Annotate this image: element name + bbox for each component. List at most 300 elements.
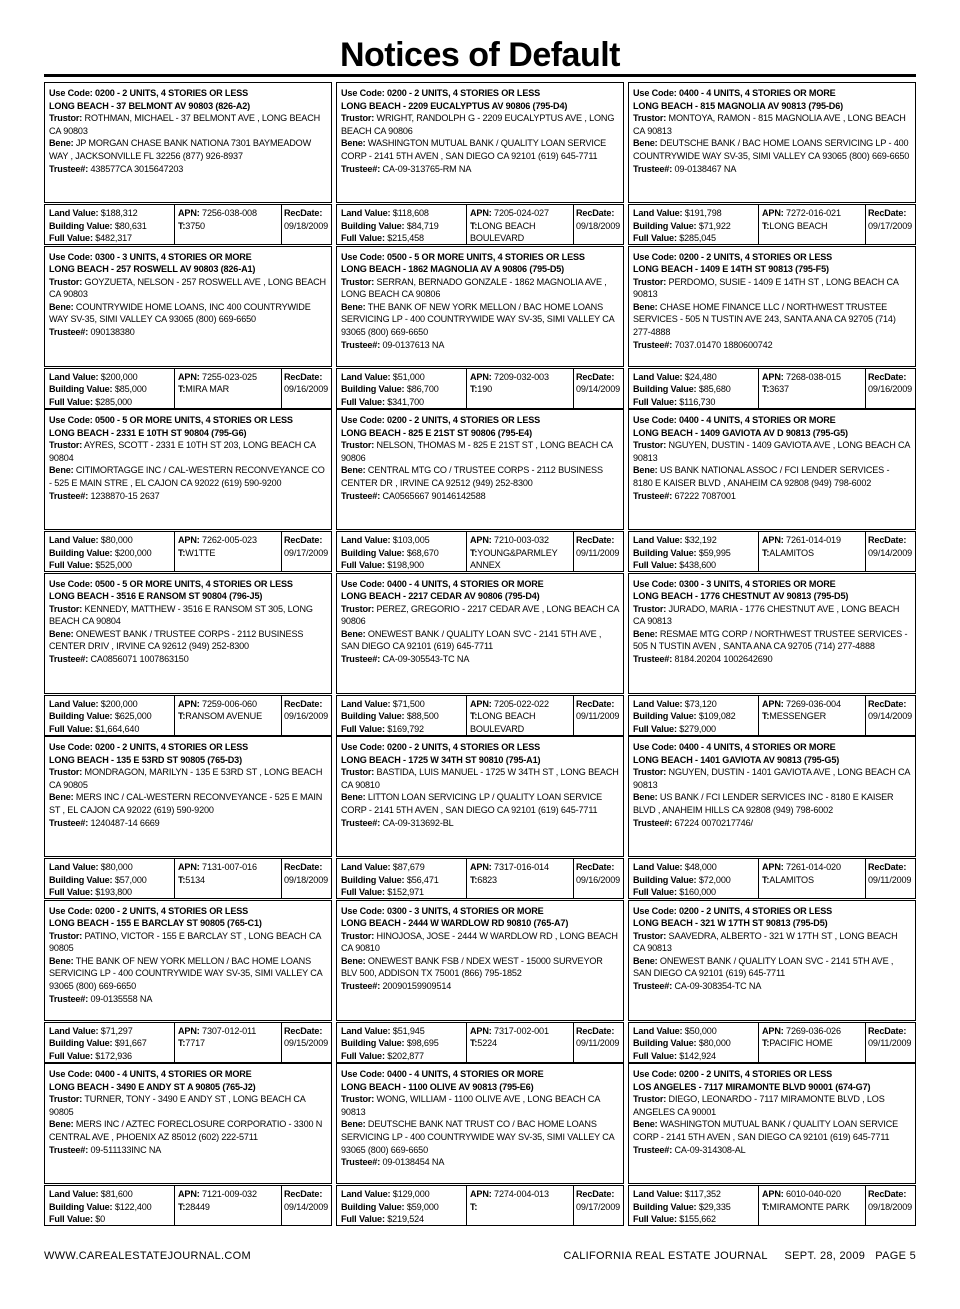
- building-label: Building Value:: [341, 711, 405, 722]
- apn-line: [470, 534, 570, 547]
- trustor-label: Trustor:: [49, 1094, 83, 1105]
- apn-label: APN:: [762, 208, 784, 218]
- recdate-label: RecDate:: [576, 208, 615, 218]
- tract-label: T:: [762, 547, 770, 558]
- land-amount: $129,000: [392, 1189, 430, 1199]
- trustor-line: [49, 766, 327, 791]
- full-amount: $116,730: [679, 396, 716, 407]
- footer-page: PAGE 5: [875, 1250, 916, 1262]
- notice-item: [628, 736, 916, 900]
- land-amount: $80,000: [100, 862, 133, 872]
- apn-number: 7259-006-060: [202, 698, 257, 709]
- use-code: Use Code: 0500 - 5 OR MORE UNITS, 4 STORIES OR LESS: [49, 578, 293, 589]
- recdate-value: 09/11/2009: [576, 1038, 620, 1049]
- notice-item: [44, 900, 332, 1064]
- building-label: Building Value:: [49, 874, 113, 885]
- use-code: Use Code: 0400 - 4 UNITS, 4 STORIES OR MORE: [341, 578, 544, 589]
- trustor-value: JURADO, MARIA - 1776 CHESTNUT AVE , LONG BEACH CA 90813: [633, 603, 900, 627]
- building-value: [633, 220, 754, 233]
- land-amount: $191,798: [684, 208, 722, 218]
- property-address: LONG BEACH - 1725 W 34TH ST 90810 (795-A1): [341, 754, 541, 765]
- use-code: Use Code: 0300 - 3 UNITS, 4 STORIES OR MORE: [633, 578, 836, 589]
- apn-line: [178, 1188, 278, 1201]
- beneficiary-line: [633, 301, 911, 339]
- tract-label: T:: [470, 1038, 478, 1049]
- full-label: Full Value:: [49, 560, 93, 571]
- full-label: Full Value:: [633, 1050, 677, 1061]
- trustor-line: [633, 930, 911, 955]
- tract-value: 6823: [477, 874, 497, 885]
- bene-value: WASHINGTON MUTUAL BANK / QUALITY LOAN SERVICE CORP - 2141 5TH AVEN , SAN DIEGO CA 92101 (619) 645-7711: [633, 1119, 899, 1142]
- property-address: LONG BEACH - 815 MAGNOLIA AV 90813 (795-D6): [633, 100, 843, 111]
- trustor-line: [633, 766, 911, 791]
- land-value: [49, 371, 170, 384]
- trustor-line: [341, 439, 619, 464]
- building-amount: $98,695: [406, 1038, 439, 1049]
- building-label: Building Value:: [633, 874, 697, 885]
- use-code: Use Code: 0400 - 4 UNITS, 4 STORIES OR MORE: [633, 88, 836, 98]
- recdate-label: RecDate:: [868, 1025, 907, 1036]
- footer-publication: [563, 1250, 916, 1262]
- tract-label: T:: [762, 220, 770, 231]
- notice-text-box: [336, 736, 624, 857]
- property-address: LONG BEACH - 135 E 53RD ST 90805 (765-D3): [49, 754, 242, 765]
- trustor-line: [633, 1093, 911, 1118]
- use-code: Use Code: 0500 - 5 OR MORE UNITS, 4 STORIES OR LESS: [49, 415, 293, 425]
- full-value: [49, 723, 170, 736]
- value-column: [629, 859, 759, 898]
- apn-label: APN:: [178, 371, 200, 382]
- land-label: Land Value:: [49, 862, 99, 872]
- trustee-label: Trustee#:: [341, 163, 381, 174]
- land-amount: $71,297: [100, 1025, 133, 1036]
- full-label: Full Value:: [49, 233, 93, 244]
- property-address: LONG BEACH - 1100 OLIVE AV 90813 (795-E6): [341, 1081, 534, 1092]
- property-address: LONG BEACH - 2444 W WARDLOW RD 90810 (765-A7): [341, 918, 569, 929]
- building-value: [341, 383, 462, 396]
- full-value: [341, 1213, 462, 1226]
- bene-value: WASHINGTON MUTUAL BANK / QUALITY LOAN SERVICE CORP - 2141 5TH AVEN , SAN DIEGO CA 92101 (619) 645-7711: [341, 138, 607, 161]
- land-label: Land Value:: [341, 371, 391, 382]
- trustor-label: Trustor:: [49, 767, 83, 778]
- apn-label: APN:: [762, 371, 784, 382]
- tract-value: 7717: [185, 1038, 205, 1049]
- full-label: Full Value:: [49, 396, 93, 407]
- property-address: LONG BEACH - 3516 E RANSOM ST 90804 (796-J5): [49, 591, 263, 602]
- beneficiary-line: [49, 1118, 327, 1143]
- tract-value: ALAMITOS: [769, 874, 814, 885]
- notice-item: [628, 900, 916, 1064]
- trustor-value: WONG, WILLIAM - 1100 OLIVE AVE , LONG BEACH CA 90813: [341, 1094, 600, 1117]
- tract-value: RANSOM AVENUE: [185, 711, 262, 722]
- apn-column: [759, 696, 866, 735]
- property-address: LONG BEACH - 1401 GAVIOTA AV 90813 (795-G5): [633, 754, 840, 765]
- land-value: [633, 698, 754, 711]
- recdate-label: RecDate:: [868, 698, 907, 709]
- value-table: [44, 858, 332, 899]
- building-label: Building Value:: [341, 1201, 405, 1212]
- trustor-value: NELSON, THOMAS M - 825 E 21ST ST , LONG BEACH CA 90806: [341, 440, 613, 463]
- full-value: [633, 232, 754, 245]
- land-value: [49, 1025, 170, 1038]
- trustee-value: 1238870-15 2637: [90, 490, 160, 501]
- apn-column: [175, 1023, 282, 1062]
- notice-text-box: [44, 573, 332, 694]
- recdate-column: [574, 1023, 625, 1062]
- notice-item: [44, 1063, 332, 1227]
- building-amount: $86,700: [406, 384, 439, 395]
- trustor-line: [341, 603, 619, 628]
- trustee-line: [341, 653, 619, 666]
- property-address: LONG BEACH - 2217 CEDAR AV 90806 (795-D4): [341, 591, 540, 602]
- notice-text-box: [628, 82, 916, 203]
- building-value: [49, 547, 170, 560]
- value-column: [45, 696, 175, 735]
- notice-text-box: [628, 1063, 916, 1184]
- trustee-value: 09-0135558 NA: [90, 993, 153, 1004]
- recdate-value: 09/14/2009: [868, 711, 913, 722]
- full-label: Full Value:: [341, 396, 385, 407]
- trustor-line: [633, 439, 911, 464]
- tract-label: T:: [470, 384, 478, 395]
- building-value: [633, 874, 754, 887]
- land-label: Land Value:: [49, 1189, 99, 1199]
- full-amount: $482,317: [95, 233, 132, 244]
- trustee-label: Trustee#:: [341, 490, 381, 501]
- beneficiary-line: [633, 137, 911, 162]
- apn-line: [762, 1025, 862, 1038]
- use-code: Use Code: 0400 - 4 UNITS, 4 STORIES OR MORE: [633, 742, 836, 752]
- recdate-value: 09/16/2009: [284, 384, 329, 395]
- apn-number: 7261-014-019: [786, 535, 841, 545]
- building-amount: $59,000: [406, 1201, 439, 1212]
- bene-label: Bene:: [341, 138, 366, 149]
- title-rule: [44, 74, 916, 77]
- building-value: [341, 547, 462, 560]
- tract-value: LONG BEACH: [769, 220, 828, 231]
- use-code: Use Code: 0200 - 2 UNITS, 4 STORIES OR LESS: [49, 88, 249, 98]
- trustee-value: CA-09-313765-RM NA: [382, 163, 472, 174]
- value-table: [336, 368, 624, 409]
- value-table: [336, 204, 624, 245]
- bene-value: RESMAE MTG CORP / NORTHWEST TRUSTEE SERVICES - 505 N TUSTIN AVEN , SANTA ANA CA 92705 (714) 277-4888: [633, 628, 908, 652]
- tract-label: T:: [470, 1201, 478, 1212]
- beneficiary-line: [49, 791, 327, 816]
- use-code: Use Code: 0200 - 2 UNITS, 4 STORIES OR LESS: [633, 1069, 833, 1079]
- apn-number: 7262-005-023: [202, 535, 257, 545]
- trustor-value: PEREZ, GREGORIO - 2217 CEDAR AVE , LONG BEACH CA 90806: [341, 603, 619, 627]
- tract-value: 3637: [769, 384, 789, 395]
- full-value: [49, 1050, 170, 1063]
- tract-value: 5134: [185, 874, 205, 885]
- notice-item: [336, 246, 624, 410]
- bene-label: Bene:: [49, 1119, 74, 1130]
- building-value: [49, 1037, 170, 1050]
- tract-label: T:: [178, 874, 186, 885]
- apn-label: APN:: [470, 862, 492, 872]
- trustor-label: Trustor:: [633, 603, 667, 614]
- trustor-value: MONTOYA, RAMON - 815 MAGNOLIA AVE , LONG BEACH CA 90813: [633, 113, 906, 136]
- footer-website[interactable]: WWW.CAREALESTATEJOURNAL.COM: [44, 1250, 251, 1262]
- bene-value: ONEWEST BANK / QUALITY LOAN SVC - 2141 5TH AVE , SAN DIEGO CA 92101 (619) 645-7711: [633, 955, 894, 979]
- trustee-value: 20090159909514: [382, 981, 452, 992]
- land-value: [49, 698, 170, 711]
- property-address: LONG BEACH - 2331 E 10TH ST 90804 (795-G6): [49, 427, 247, 438]
- tract-line: [178, 547, 278, 560]
- tract-label: T:: [178, 1038, 186, 1049]
- apn-number: 7274-004-013: [494, 1189, 549, 1199]
- recdate-value: 09/17/2009: [576, 1201, 621, 1212]
- bene-value: ONEWEST BANK FSB / NDEX WEST - 15000 SURVEYOR BLV 500, ADDISON TX 75001 (866) 795-1852: [341, 955, 603, 979]
- full-label: Full Value:: [49, 1214, 93, 1225]
- property-address: LOS ANGELES - 7117 MIRAMONTE BLVD 90001 (674-G7): [633, 1081, 871, 1092]
- full-value: [49, 886, 170, 899]
- notice-text-box: [44, 246, 332, 367]
- trustor-value: WRIGHT, RANDOLPH G - 2209 EUCALYPTUS AVE , LONG BEACH CA 90806: [341, 113, 615, 136]
- land-amount: $51,945: [392, 1025, 425, 1036]
- land-value: [633, 371, 754, 384]
- apn-column: [175, 369, 282, 408]
- recdate-label: RecDate:: [576, 1025, 615, 1036]
- land-label: Land Value:: [341, 862, 391, 872]
- apn-line: [762, 861, 862, 874]
- full-value: [341, 886, 462, 899]
- full-value: [341, 723, 462, 736]
- trustee-line: [341, 980, 619, 993]
- notice-item: [336, 409, 624, 573]
- trustee-label: Trustee#:: [49, 654, 89, 665]
- tract-line: [178, 383, 278, 396]
- notice-item: [44, 736, 332, 900]
- tract-line-2: ANNEX: [470, 560, 501, 571]
- apn-number: 7272-016-021: [786, 208, 841, 218]
- tract-line: [470, 710, 570, 723]
- trustee-value: CA-09-314308-AL: [674, 1144, 746, 1155]
- tract-line: [178, 220, 278, 233]
- notice-text-box: [336, 409, 624, 530]
- recdate-label: RecDate:: [284, 535, 323, 545]
- building-value: [49, 383, 170, 396]
- apn-label: APN:: [178, 862, 200, 872]
- trustee-label: Trustee#:: [633, 1144, 673, 1155]
- recdate-label: RecDate:: [284, 208, 323, 218]
- apn-label: APN:: [762, 1025, 784, 1036]
- land-label: Land Value:: [49, 535, 99, 545]
- land-amount: $103,005: [392, 535, 430, 545]
- notice-text-box: [336, 900, 624, 1021]
- trustee-label: Trustee#:: [633, 490, 673, 501]
- value-table: [44, 1022, 332, 1063]
- notice-item: [628, 409, 916, 573]
- full-label: Full Value:: [633, 396, 677, 407]
- value-table: [44, 1185, 332, 1226]
- use-code: Use Code: 0400 - 4 UNITS, 4 STORIES OR MORE: [633, 415, 836, 425]
- trustor-value: PERDOMO, SUSIE - 1409 E 14TH ST , LONG BEACH CA 90813: [633, 276, 899, 300]
- building-amount: $625,000: [114, 711, 152, 722]
- use-code: Use Code: 0500 - 5 OR MORE UNITS, 4 STORIES OR LESS: [341, 251, 585, 262]
- recdate-label: RecDate:: [576, 698, 615, 709]
- tract-label: T:: [178, 220, 186, 231]
- apn-number: 7255-023-025: [202, 371, 257, 382]
- trustee-line: [49, 993, 327, 1006]
- value-column: [629, 1023, 759, 1062]
- building-amount: $84,719: [406, 220, 439, 231]
- use-code: Use Code: 0300 - 3 UNITS, 4 STORIES OR MORE: [49, 251, 252, 262]
- building-amount: $72,000: [698, 874, 731, 885]
- apn-column: [759, 1186, 866, 1225]
- building-value: [633, 1037, 754, 1050]
- land-label: Land Value:: [341, 208, 391, 218]
- bene-value: US BANK NATIONAL ASSOC / FCI LENDER SERVICES - 8180 E KAISER BLVD , ANAHEIM CA 92808 (949) 798-6002: [633, 465, 890, 488]
- tract-line: [762, 710, 862, 723]
- building-label: Building Value:: [341, 547, 405, 558]
- building-value: [633, 547, 754, 560]
- value-column: [45, 369, 175, 408]
- value-column: [629, 696, 759, 735]
- apn-column: [175, 859, 282, 898]
- land-label: Land Value:: [49, 1025, 99, 1036]
- property-address: LONG BEACH - 321 W 17TH ST 90813 (795-D5): [633, 918, 828, 929]
- tract-line: [178, 874, 278, 887]
- building-label: Building Value:: [49, 1038, 113, 1049]
- trustee-line: [49, 163, 327, 176]
- land-value: [633, 1188, 754, 1201]
- land-amount: $50,000: [684, 1025, 717, 1036]
- notice-item: [44, 82, 332, 246]
- recdate-column: [574, 532, 625, 571]
- trustor-value: PATINO, VICTOR - 155 E BARCLAY ST , LONG BEACH CA 90805: [49, 930, 321, 954]
- trustor-line: [341, 766, 619, 791]
- building-value: [341, 1037, 462, 1050]
- recdate-column: [282, 205, 333, 244]
- value-column: [45, 205, 175, 244]
- building-amount: $80,000: [698, 1038, 731, 1049]
- recdate-value: 09/18/2009: [868, 1201, 913, 1212]
- land-amount: $200,000: [100, 698, 138, 709]
- notice-row: [44, 1063, 916, 1227]
- notice-text-box: [336, 573, 624, 694]
- bene-value: DEUTSCHE BANK / BAC HOME LOANS SERVICING LP - 400 COUNTRYWIDE WAY SV-35, SIMI VALLEY CA 93065 (800) 669-6650: [633, 138, 910, 161]
- full-label: Full Value:: [633, 560, 677, 571]
- tract-value: MIRA MAR: [185, 384, 230, 395]
- recdate-value: 09/14/2009: [868, 547, 913, 558]
- land-label: Land Value:: [341, 1025, 391, 1036]
- recdate-column: [574, 859, 625, 898]
- land-label: Land Value:: [633, 698, 683, 709]
- land-value: [341, 207, 462, 220]
- land-amount: $188,312: [100, 208, 138, 218]
- value-table: [628, 1022, 916, 1063]
- recdate-label: RecDate:: [576, 535, 615, 545]
- land-value: [633, 534, 754, 547]
- beneficiary-line: [341, 628, 619, 653]
- full-amount: $438,600: [679, 560, 716, 571]
- notice-text-box: [628, 409, 916, 530]
- tract-value: YOUNG&PARMLEY: [477, 547, 558, 558]
- trustor-label: Trustor:: [341, 276, 375, 287]
- recdate-value: 09/14/2009: [576, 384, 621, 395]
- building-value: [633, 1201, 754, 1214]
- apn-column: [467, 205, 574, 244]
- use-code: Use Code: 0400 - 4 UNITS, 4 STORIES OR MORE: [49, 1069, 252, 1079]
- tract-line: [762, 547, 862, 560]
- full-label: Full Value:: [341, 1214, 385, 1225]
- building-label: Building Value:: [633, 1038, 697, 1049]
- trustee-value: 09-0138454 NA: [382, 1157, 445, 1168]
- apn-label: APN:: [762, 698, 784, 709]
- building-amount: $91,667: [114, 1038, 147, 1049]
- notice-item: [628, 1063, 916, 1227]
- trustee-value: CA0565667 90146142588: [382, 490, 486, 501]
- notice-text-box: [44, 82, 332, 203]
- bene-value: THE BANK OF NEW YORK MELLON / BAC HOME LOANS SERVICING LP - 400 COUNTRYWIDE WAY SV-35, SIMI VALLEY CA 93065 (800) 669-6650: [341, 301, 615, 338]
- tract-line: [470, 1037, 570, 1050]
- value-column: [629, 532, 759, 571]
- tract-label: T:: [470, 547, 478, 558]
- trustee-value: 1240487-14 6669: [90, 817, 160, 828]
- property-address: LONG BEACH - 2209 EUCALYPTUS AV 90806 (795-D4): [341, 100, 568, 111]
- land-value: [49, 534, 170, 547]
- tract-line: [178, 1201, 278, 1214]
- property-address: LONG BEACH - 257 ROSWELL AV 90803 (826-A1): [49, 264, 256, 275]
- recdate-value: 09/16/2009: [576, 874, 621, 885]
- land-value: [49, 861, 170, 874]
- apn-column: [467, 532, 574, 571]
- trustee-label: Trustee#:: [633, 981, 673, 992]
- full-value: [633, 559, 754, 572]
- bene-value: MERS INC / AZTEC FORECLOSURE CORPORATIO - 3300 N CENTRAL AVE , PHOENIX AZ 85012 (602) 222-5711: [49, 1119, 323, 1142]
- tract-line: [470, 383, 570, 396]
- beneficiary-line: [49, 137, 327, 162]
- trustor-label: Trustor:: [633, 276, 667, 287]
- apn-line: [762, 698, 862, 711]
- bene-label: Bene:: [49, 301, 74, 312]
- beneficiary-line: [341, 301, 619, 339]
- land-amount: $118,608: [392, 208, 429, 218]
- apn-column: [759, 369, 866, 408]
- notice-item: [628, 82, 916, 246]
- building-label: Building Value:: [633, 547, 697, 558]
- use-code: Use Code: 0200 - 2 UNITS, 4 STORIES OR LESS: [633, 251, 833, 262]
- full-amount: $202,877: [387, 1050, 424, 1061]
- trustee-label: Trustee#:: [49, 1144, 89, 1155]
- recdate-label: RecDate:: [868, 371, 907, 382]
- beneficiary-line: [49, 464, 327, 489]
- recdate-column: [866, 205, 917, 244]
- use-code: Use Code: 0200 - 2 UNITS, 4 STORIES OR LESS: [341, 88, 541, 98]
- bene-label: Bene:: [633, 301, 658, 312]
- notice-text-box: [44, 409, 332, 530]
- trustee-value: 09-0137613 NA: [382, 339, 445, 350]
- recdate-column: [282, 859, 333, 898]
- recdate-value: 09/15/2009: [284, 1038, 329, 1049]
- bene-label: Bene:: [633, 465, 658, 476]
- apn-line: [178, 698, 278, 711]
- notice-row: [44, 573, 916, 737]
- full-amount: $219,524: [387, 1214, 424, 1225]
- notice-text-box: [44, 900, 332, 1021]
- notice-row: [44, 82, 916, 246]
- trustee-line: [49, 817, 327, 830]
- notice-item: [44, 409, 332, 573]
- apn-label: APN:: [178, 535, 200, 545]
- trustor-line: [49, 276, 327, 301]
- building-value: [341, 874, 462, 887]
- bene-value: ONEWEST BANK / TRUSTEE CORPS - 2112 BUSINESS CENTER DRIV , IRVINE CA 92612 (949) 252-8300: [49, 628, 304, 652]
- apn-column: [175, 696, 282, 735]
- apn-number: 7210-003-032: [494, 535, 549, 545]
- recdate-value: 09/16/2009: [284, 711, 329, 722]
